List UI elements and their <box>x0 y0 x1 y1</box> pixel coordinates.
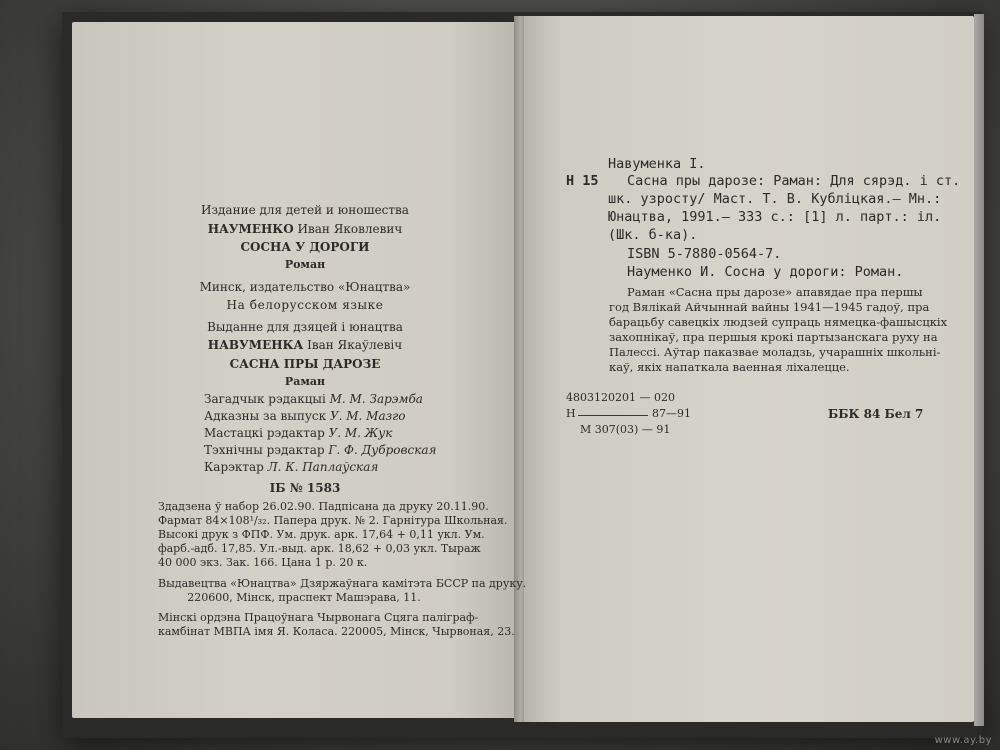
ib-number: ІБ № 1583 <box>269 481 341 495</box>
annotation-line: захопнікаў, пра першыя крокі партызанскага руху на <box>609 330 938 344</box>
catalog-number-line: 4803120201 — 020 <box>566 391 675 404</box>
annotation-line: Палессі. Аўтар паказвае моладзь, учарашніх школьні- <box>609 345 941 359</box>
author-ru <box>160 223 450 235</box>
credit-role: Адказны за выпуск <box>204 409 327 423</box>
annotation-line: Раман «Сасна пры дарозе» апавядае пра першы <box>627 285 923 299</box>
title-ru: СОСНА У ДОРОГИ <box>240 240 370 254</box>
catalog-desc-line: (Шк. б-ка). <box>608 227 698 243</box>
credit-name: Г. Ф. Дубровская <box>328 443 437 457</box>
bbk-code: ББК 84 Бел 7 <box>828 407 924 421</box>
catalog-isbn: ISBN 5-7880-0564-7. <box>627 246 782 262</box>
catalog-desc-line: Юнацтва, 1991.— 333 с.: [1] л. парт.: іл. <box>608 209 942 225</box>
credit-name: М. М. Зарэмба <box>329 392 423 406</box>
credit-line <box>204 427 392 439</box>
catalog-desc-line: Сасна пры дарозе: Раман: Для сярэд. і ст. <box>627 173 961 189</box>
edition-note-be: Выданне для дзяцей і юнацтва <box>207 320 403 334</box>
author-surname-ru: НАУМЕНКО <box>207 222 294 236</box>
genre-ru: Роман <box>284 258 326 271</box>
credit-line <box>204 461 378 473</box>
publisher-line: 220600, Мінск, праспект Машэрава, 11. <box>187 591 421 604</box>
language-note: На белорусском языке <box>226 298 384 312</box>
catalog-desc-line: шк. узросту/ Маст. Т. В. Кубліцкая.— Мн.: <box>608 191 942 207</box>
credit-line <box>204 393 423 405</box>
print-line: Здадзена ў набор 26.02.90. Падпісана да друку 20.11.90. <box>158 500 489 513</box>
cover-board-edge <box>974 14 984 726</box>
annotation-line: год Вялікай Айчыннай вайны 1941—1945 гадоў, пра <box>609 300 930 314</box>
catalog-index-code: Н 15 <box>566 173 599 189</box>
annotation-line: каў, якіх напаткала ваенная ліхалецце. <box>609 360 850 374</box>
author-given-be: Іван Якаўлевіч <box>307 338 403 352</box>
print-line: Фармат 84×108¹/₃₂. Папера друк. № 2. Гарнітура Школьная. <box>158 514 508 527</box>
author-be <box>160 339 450 351</box>
watermark-text: www.ay.by <box>934 735 992 746</box>
author-surname-be: НАВУМЕНКА <box>207 338 304 352</box>
catalog-number-line: М 307(03) — 91 <box>580 423 671 436</box>
print-line: 40 000 экз. Зак. 166. Цана 1 р. 20 к. <box>158 556 368 569</box>
catalog-author: Навуменка І. <box>608 156 706 172</box>
credit-name: У. М. Жук <box>328 426 393 440</box>
catalog-parallel-title: Науменко И. Сосна у дороги: Роман. <box>627 264 904 280</box>
credit-role: Загадчык рэдакцыі <box>204 392 326 406</box>
credit-role: Карэктар <box>204 460 264 474</box>
publisher-ru: Минск, издательство «Юнацтва» <box>199 280 411 294</box>
credit-name: Л. К. Паплаўская <box>267 460 379 474</box>
fraction-rule <box>578 415 648 416</box>
credit-line <box>204 444 436 456</box>
genre-be: Раман <box>284 375 326 388</box>
publisher-line: Выдавецтва «Юнацтва» Дзяржаўнага камітэта БССР па друку. <box>158 577 527 590</box>
credit-line <box>204 410 405 422</box>
title-be: САСНА ПРЫ ДАРОЗЕ <box>229 357 381 371</box>
print-line: Высокі друк з ФПФ. Ум. друк. арк. 17,64 + 0,11 укл. Ум. <box>158 528 485 541</box>
printer-line: Мінскі ордэна Працоўнага Чырвонага Сцяга паліграф- <box>158 611 479 624</box>
author-given-ru: Иван Яковлевич <box>297 222 403 236</box>
catalog-number-n: Н <box>566 407 576 420</box>
printer-line: камбінат МВПА імя Я. Коласа. 220005, Мінск, Чырвоная, 23. <box>158 625 515 638</box>
edition-note-ru: Издание для детей и юношества <box>201 203 409 217</box>
print-line: фарб.-адб. 17,85. Ул.-выд. арк. 18,62 + 0,03 укл. Тыраж <box>158 542 481 555</box>
annotation-line: барацьбу савецкіх людзей супраць нямецка-фашысцкіх <box>609 315 948 329</box>
credit-role: Тэхнічны рэдактар <box>204 443 325 457</box>
catalog-number-years: 87—91 <box>652 407 691 420</box>
credit-role: Мастацкі рэдактар <box>204 426 325 440</box>
credit-name: У. М. Мазго <box>329 409 406 423</box>
